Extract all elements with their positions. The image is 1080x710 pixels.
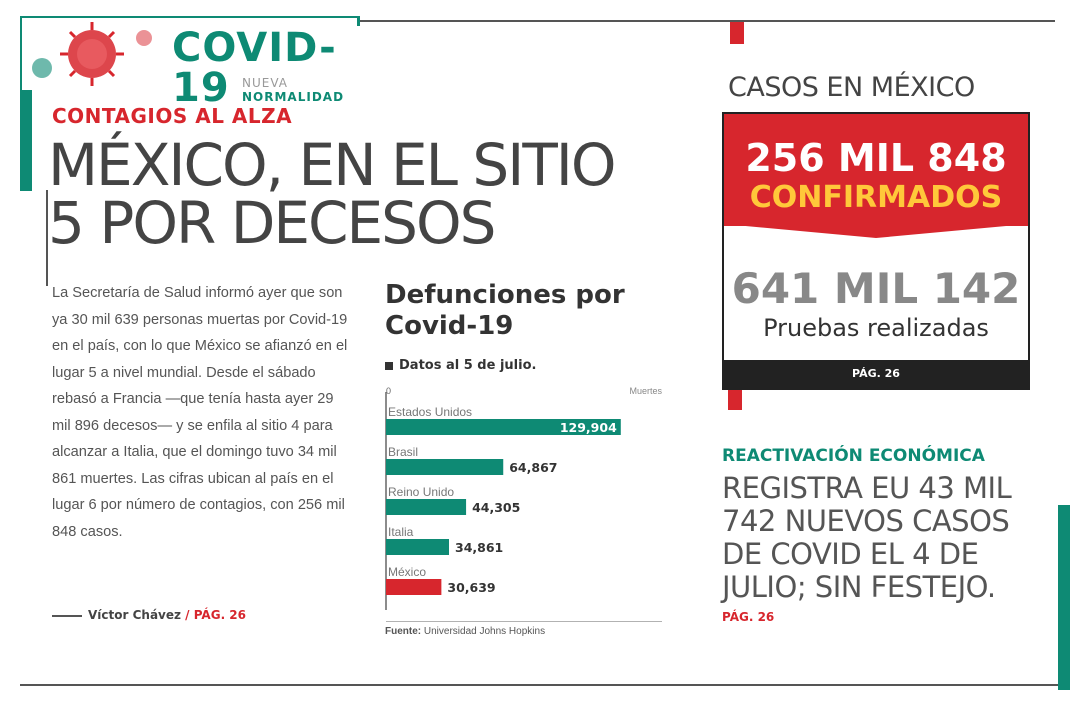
cases-box — [722, 112, 1030, 390]
chart-category-label: Reino Unido — [388, 485, 455, 499]
chart-axis-start-label: 0 — [386, 386, 392, 396]
virus-icon — [22, 18, 162, 90]
chart-bar — [386, 499, 466, 515]
chart-axis-unit-label: Muertes — [629, 386, 662, 396]
chart-source — [385, 626, 545, 637]
chart-note-text: Datos al 5 de julio. — [399, 358, 537, 373]
red-chevron — [724, 224, 1028, 244]
confirmed-label: CONFIRMADOS — [749, 180, 1003, 215]
chart-source-text: Universidad Johns Hopkins — [423, 626, 546, 637]
tests-label: Pruebas realizadas — [763, 314, 989, 342]
section-logo-sub-bold: NORMALIDAD — [242, 90, 345, 104]
chart-category-label: Estados Unidos — [388, 405, 473, 419]
section-logo-sub-light: NUEVA — [242, 76, 288, 90]
chart-bar — [386, 459, 503, 475]
confirmed-panel — [724, 114, 1028, 226]
section-logo — [22, 18, 357, 111]
headline-line-2: 5 POR DECESOS — [48, 189, 495, 257]
teal-frame-bottom-right — [1058, 505, 1070, 690]
bullet-icon — [385, 362, 393, 370]
cases-title: CASOS EN MÉXICO — [728, 72, 975, 103]
chart-value-label: 34,861 — [455, 540, 504, 555]
economy-page-ref: PÁG. 26 — [722, 610, 775, 624]
article-byline — [52, 608, 246, 622]
tests-number: 641 MIL 142 — [731, 264, 1021, 313]
section-logo-subtitle — [242, 76, 357, 104]
byline-page: PÁG. 26 — [193, 608, 246, 622]
red-tab-mid — [728, 388, 742, 410]
bottom-rule — [20, 684, 1060, 686]
chart-note — [385, 358, 536, 373]
deaths-bar-chart — [380, 382, 670, 622]
byline-author: Víctor Chávez — [88, 608, 181, 622]
chart-value-label: 30,639 — [447, 580, 496, 595]
chart-category-label: México — [388, 565, 427, 579]
byline-dash — [52, 615, 82, 617]
headline-line-1: MÉXICO, EN EL SITIO — [48, 131, 615, 199]
chart-source-label: Fuente: — [385, 626, 422, 637]
chart-title: Defunciones por Covid-19 — [385, 280, 625, 341]
chart-category-label: Brasil — [388, 445, 419, 459]
confirmed-number: 256 MIL 848 — [745, 136, 1007, 180]
article-kicker: CONTAGIOS AL ALZA — [52, 104, 293, 128]
cases-page-ref: PÁG. 26 — [724, 360, 1028, 388]
chart-bar — [386, 539, 449, 555]
article-headline — [48, 131, 688, 257]
economy-headline: REGISTRA EU 43 MIL 742 NUEVOS CASOS DE COVID EL 4 DE JULIO; SIN FESTEJO. — [722, 471, 1012, 604]
red-tab-top — [730, 22, 744, 44]
chart-bar — [386, 579, 441, 595]
chart-value-label: 64,867 — [509, 460, 558, 475]
chart-category-label: Italia — [388, 525, 414, 539]
chart-value-label: 44,305 — [472, 500, 521, 515]
top-rule — [360, 20, 1055, 22]
economy-kicker: REACTIVACIÓN ECONÓMICA — [722, 446, 985, 466]
byline-separator: / — [180, 608, 194, 622]
section-logo-title: COVID-19 — [172, 25, 337, 111]
chart-value-label: 129,904 — [559, 420, 617, 435]
article-body: La Secretaría de Salud informó ayer que son ya 30 mil 639 personas muertas por Covid-19 en el país, con lo que México se afianzó en el lugar 5 a nivel mundial. Desde el sábado rebasó a Francia —que tenía hasta ayer 29 mil 896 decesos— y se enfila al sitio 4 para alcanzar a Italia, que el domingo tuvo 34 mil 861 muertes. Las cifras ubican al país en el lugar 6 por número de contagios, con 256 mil 848 casos. — [52, 285, 348, 540]
